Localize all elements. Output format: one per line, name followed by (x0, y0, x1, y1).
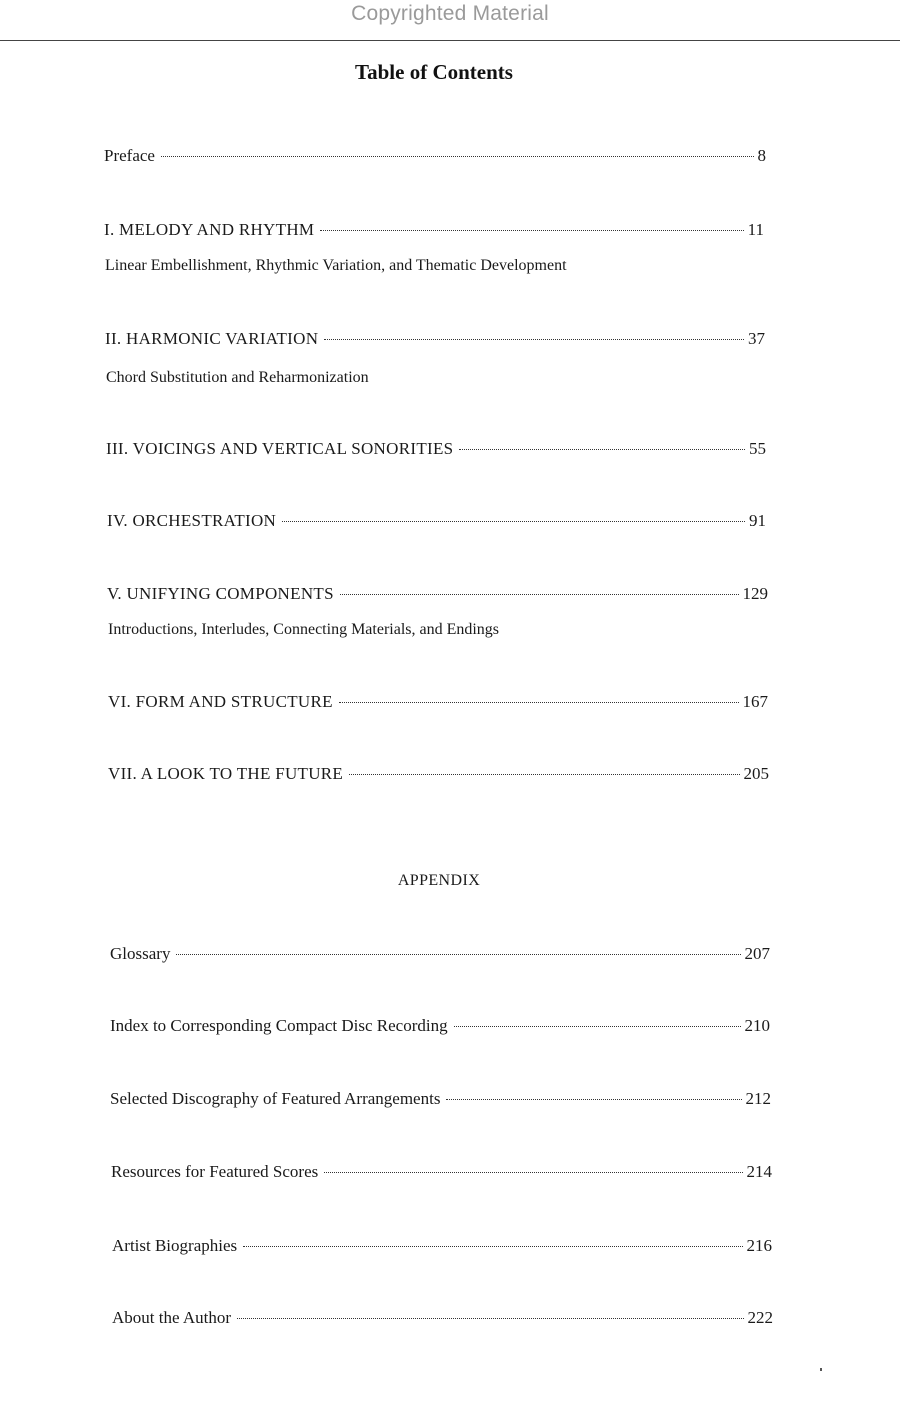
toc-entry-index-cd[interactable] (110, 1016, 770, 1036)
toc-entry-discography[interactable] (110, 1089, 771, 1109)
toc-entry-glossary[interactable] (110, 944, 770, 964)
page-title: Table of Contents (355, 60, 513, 84)
toc-page-number: 55 (749, 439, 766, 458)
toc-page-number: 212 (745, 1089, 771, 1108)
toc-entry-label: IV. ORCHESTRATION (107, 511, 277, 530)
toc-entry-resources[interactable] (111, 1162, 772, 1182)
chapter-1-subtitle: Linear Embellishment, Rhythmic Variation, and Thematic Development (105, 257, 567, 274)
toc-page-number: 167 (742, 692, 768, 711)
chapter-2-subtitle: Chord Substitution and Reharmonization (106, 369, 369, 386)
dot-leader (161, 156, 754, 157)
copyright-watermark: Copyrighted Material (351, 2, 549, 25)
toc-entry-label: Index to Corresponding Compact Disc Recording (110, 1016, 448, 1035)
dot-leader (349, 774, 739, 775)
toc-entry-label: Glossary (110, 944, 171, 963)
dot-leader (243, 1246, 742, 1247)
toc-entry-preface[interactable] (104, 146, 766, 166)
toc-entry-label: Preface (104, 146, 155, 165)
toc-page-number: 91 (749, 511, 766, 530)
toc-entry-chapter-1[interactable] (104, 220, 764, 240)
dot-leader (340, 594, 739, 595)
dot-leader (459, 449, 745, 450)
toc-page-number: 207 (744, 944, 770, 963)
toc-entry-label: Selected Discography of Featured Arrangements (110, 1089, 441, 1108)
toc-page-number: 210 (744, 1016, 770, 1035)
dot-leader (282, 521, 745, 522)
toc-entry-chapter-5[interactable] (107, 584, 768, 604)
toc-entry-chapter-7[interactable] (108, 764, 769, 784)
toc-page-number: 205 (743, 764, 769, 783)
dot-leader (446, 1099, 741, 1100)
dot-leader (339, 702, 739, 703)
dot-leader (320, 230, 743, 231)
toc-page-number: 222 (747, 1308, 773, 1327)
toc-page-number: 37 (748, 329, 765, 348)
toc-entry-chapter-2[interactable] (105, 329, 765, 349)
chapter-5-subtitle: Introductions, Interludes, Connecting Materials, and Endings (108, 621, 500, 638)
toc-entry-label: VII. A LOOK TO THE FUTURE (108, 764, 344, 783)
toc-entry-label: Resources for Featured Scores (111, 1162, 319, 1181)
toc-entry-label: VI. FORM AND STRUCTURE (108, 692, 333, 711)
toc-entry-label: V. UNIFYING COMPONENTS (107, 584, 334, 603)
toc-page-number: 8 (757, 146, 766, 165)
toc-entry-artist-biographies[interactable] (112, 1236, 772, 1256)
toc-entry-label: Artist Biographies (112, 1236, 238, 1255)
scan-speck (820, 1368, 822, 1371)
header-rule (0, 40, 900, 41)
toc-page-number: 216 (746, 1236, 772, 1255)
dot-leader (237, 1318, 744, 1319)
toc-entry-label: I. MELODY AND RHYTHM (104, 220, 315, 239)
dot-leader (324, 339, 744, 340)
toc-page-number: 129 (742, 584, 768, 603)
toc-entry-about-author[interactable] (112, 1308, 773, 1328)
appendix-heading: APPENDIX (397, 872, 481, 889)
dot-leader (324, 1172, 742, 1173)
dot-leader (454, 1026, 741, 1027)
toc-entry-chapter-6[interactable] (108, 692, 768, 712)
toc-entry-chapter-4[interactable] (107, 511, 766, 531)
toc-page-number: 11 (747, 220, 764, 239)
toc-entry-chapter-3[interactable] (106, 439, 766, 459)
dot-leader (176, 954, 740, 955)
toc-entry-label: III. VOICINGS AND VERTICAL SONORITIES (106, 439, 454, 458)
toc-entry-label: II. HARMONIC VARIATION (105, 329, 319, 348)
toc-entry-label: About the Author (112, 1308, 231, 1327)
toc-page-number: 214 (746, 1162, 772, 1181)
